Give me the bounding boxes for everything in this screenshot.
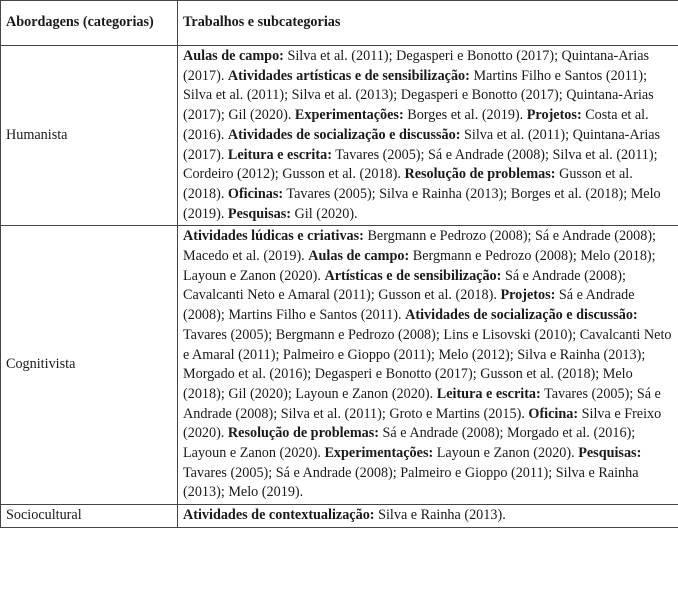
subcategory-colon: :: [279, 48, 284, 64]
subcategory-label: Pesquisas: [578, 445, 637, 462]
references-text: Gil (2020).: [294, 205, 358, 222]
category-cell: Cognitivista: [1, 226, 178, 505]
subcategory-label: Oficinas: [227, 185, 279, 202]
category-cell: Humanista: [1, 46, 178, 226]
subcategory-colon: :: [550, 166, 556, 183]
references-text: Silva et al. (2011); Degasperi e Bonotto (2017); Quintana-Arias (2017).: [183, 48, 650, 84]
subcategory-label: Aulas de campo: [183, 48, 280, 64]
subcategory-label: Resolução de problemas: [404, 166, 551, 183]
subcategory-label: Atividades de contextualização: [183, 507, 370, 524]
subcategory-label: Experimentações: [324, 445, 429, 462]
references-text: Sá e Andrade (2008); Morgado et al. (2016); Layoun e Zanon (2020).: [183, 425, 636, 462]
subcategory-label: Aulas de campo: [308, 248, 405, 265]
subcategory-colon: :: [632, 307, 638, 324]
subcategory-colon: :: [374, 425, 379, 442]
subcategory-label: Atividades de socialização e discussão: [227, 126, 456, 143]
header-approaches: Abordagens (categorias): [1, 1, 178, 46]
subcategory-label: Leitura e escrita: [436, 385, 537, 402]
subcategory-colon: :: [327, 146, 332, 163]
subcategory-colon: :: [398, 107, 404, 124]
references-text: Tavares (2005); Bergmann e Pedrozo (2008); Lins e Lisovski (2010); Cavalcanti Neto e Amaral (2011); Palmeiro e Gioppo (2011); Melo (2012); Silva e Rainha (2013); Morgado et al. (2016); Degasperi e Bonotto (2017); Gusson et al. (2018); Melo (2018); Gil (2020); Layoun e Zanon (2020).: [183, 326, 672, 402]
subcategory-colon: :: [550, 287, 556, 304]
subcategory-colon: :: [636, 445, 642, 462]
subcategory-colon: :: [496, 267, 502, 284]
subcategory-label: Atividades lúdicas e criativas: [183, 228, 360, 245]
references-text: Martins Filho e Santos (2011); Silva et al. (2011); Silva et al. (2013); Degasperi e Bonotto (2017); Quintana-Arias (2017); Gil (2020).: [183, 67, 654, 124]
references-text: Bergmann e Pedrozo (2008); Melo (2018); Layoun e Zanon (2020).: [183, 248, 656, 284]
references-text: Gusson et al. (2018).: [183, 166, 633, 202]
references-text: Layoun e Zanon (2020).: [436, 445, 575, 462]
subcategory-label: Resolução de problemas: [227, 425, 375, 442]
subcategory-colon: :: [576, 107, 582, 124]
subcategory-label: Atividades de socialização e discussão: [405, 307, 633, 324]
subcategory-colon: :: [286, 205, 291, 222]
subcategory-label: Experimentações: [294, 107, 399, 124]
subcategory-colon: :: [404, 248, 410, 265]
references-text: Tavares (2005); Sá e Andrade (2008); Palmeiro e Gioppo (2011); Silva e Rainha (2013); Melo (2019).: [183, 464, 639, 501]
subcategory-label: Projetos: [526, 107, 577, 124]
table-row: [1, 505, 678, 528]
references-text: Costa et al. (2016).: [183, 107, 649, 143]
works-cell: [178, 226, 678, 505]
subcategory-colon: :: [573, 405, 579, 422]
subcategory-label: Atividades artísticas e de sensibilização: [227, 67, 466, 84]
table-body: [1, 46, 678, 528]
references-text: Tavares (2005); Silva e Rainha (2013); Borges et al. (2018); Melo (2019).: [183, 185, 661, 222]
subcategory-label: Artísticas e de sensibilização: [324, 267, 497, 284]
references-text: Tavares (2005); Sá e Andrade (2008); Silva et al. (2011); Cordeiro (2012); Gusson et al. (2018).: [183, 146, 658, 183]
category-cell: Sociocultural: [1, 505, 178, 528]
subcategory-colon: :: [369, 507, 375, 524]
works-cell: [178, 505, 678, 528]
subcategory-colon: :: [536, 385, 541, 402]
subcategory-colon: :: [278, 185, 284, 202]
subcategory-label: Oficina: [528, 405, 574, 422]
subcategory-label: Leitura e escrita: [227, 146, 328, 163]
subcategory-colon: :: [465, 67, 470, 84]
references-text: Silva e Rainha (2013).: [378, 507, 506, 524]
subcategory-colon: :: [359, 228, 364, 245]
subcategory-label: Projetos: [500, 287, 551, 304]
references-text: Sá e Andrade (2008); Cavalcanti Neto e Amaral (2011); Gusson et al. (2018).: [183, 267, 626, 304]
references-text: Tavares (2005); Sá e Andrade (2008); Silva et al. (2011); Groto e Martins (2015).: [183, 385, 661, 422]
table-row: [1, 46, 678, 226]
subcategory-colon: :: [455, 126, 461, 143]
subcategory-colon: :: [428, 445, 434, 462]
references-text: Bergmann e Pedrozo (2008); Sá e Andrade (2008); Macedo et al. (2019).: [183, 228, 656, 265]
works-cell: [178, 46, 678, 226]
header-works: Trabalhos e subcategorias: [178, 1, 678, 46]
header-row: [1, 1, 678, 46]
references-text: Sá e Andrade (2008); Martins Filho e Santos (2011).: [183, 287, 635, 324]
subcategory-label: Pesquisas: [227, 205, 287, 222]
references-text: Silva et al. (2011); Quintana-Arias (2017).: [183, 126, 661, 163]
references-text: Silva e Freixo (2020).: [183, 405, 662, 442]
references-text: Borges et al. (2019).: [407, 107, 524, 124]
table-row: [1, 226, 678, 505]
